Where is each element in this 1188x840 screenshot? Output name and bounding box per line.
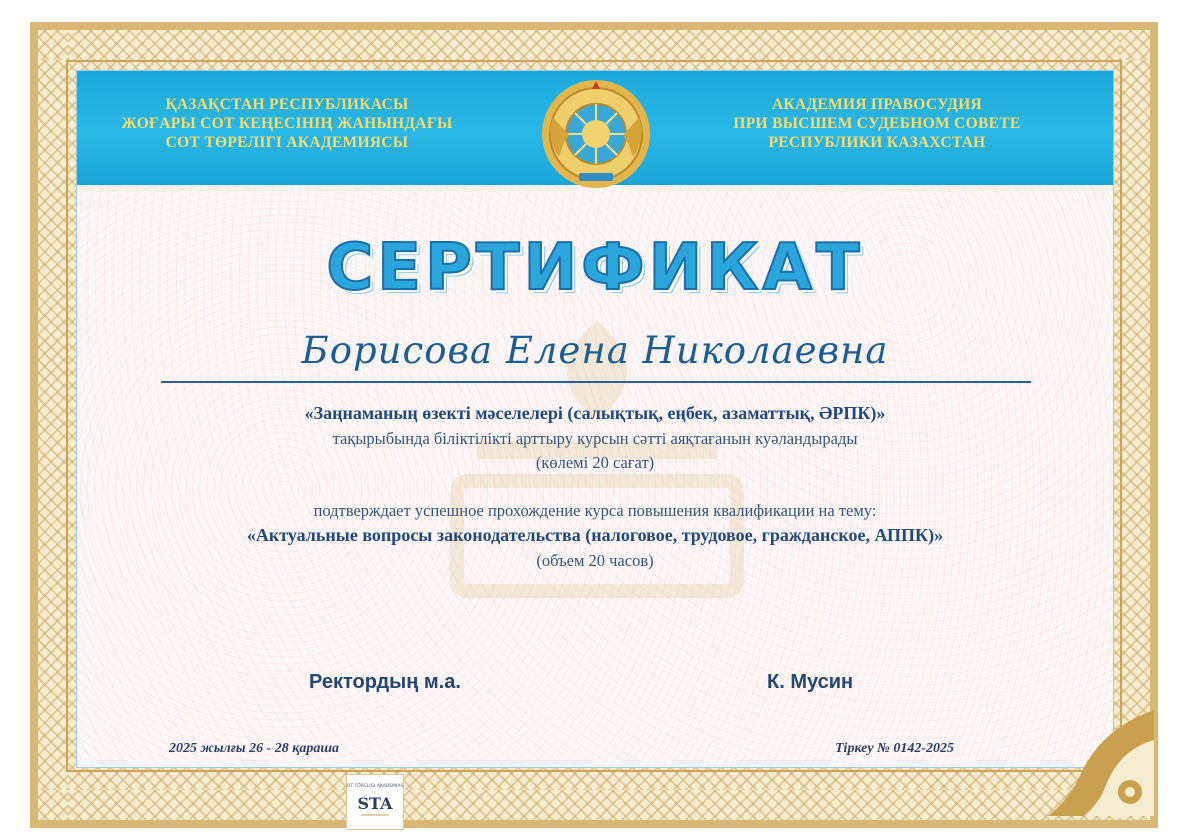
kazakh-course-topic: «Заңнаманың өзекті мәселелері (салықтық, еңбек, азаматтық, ӘРПК)»	[304, 403, 886, 423]
header-right-line-1: АКАДЕМИЯ ПРАВОСУДИЯ	[771, 96, 983, 113]
sta-logo-mark: STA	[357, 794, 393, 813]
signatory-name: К. Мусин	[767, 671, 854, 693]
header-left-line-1: ҚАЗАҚСТАН РЕСПУБЛИКАСЫ	[165, 96, 409, 113]
kazakh-statement: тақырыбында біліктілікті арттыру курсын сәтті аяқтағанын куәландырады	[332, 429, 858, 448]
sta-logo	[346, 774, 404, 830]
registration-number: Тіркеу № 0142-2025	[835, 741, 955, 756]
issue-date: 2025 жылғы 26 - 28 қараша	[169, 741, 340, 756]
state-emblem-icon	[539, 77, 653, 191]
certificate-title: СЕРТИФИКАТ	[326, 231, 864, 305]
sta-logo-icon	[347, 775, 403, 829]
header-left-line-2: ЖОҒАРЫ СОТ КЕҢЕСІНІҢ ЖАНЫНДАҒЫ	[121, 115, 453, 132]
certificate-paper	[76, 70, 1114, 768]
kazakh-volume: (көлемі 20 сағат)	[535, 453, 655, 472]
russian-course-topic: «Актуальные вопросы законодательства (налоговое, трудовое, гражданское, АППК)»	[246, 525, 944, 545]
name-underline	[161, 381, 1031, 383]
russian-volume: (объем 20 часов)	[536, 551, 654, 570]
signatory-role: Ректордың м.а.	[309, 671, 461, 693]
header-left-line-3: СОТ ТӨРЕЛІГІ АКАДЕМИЯСЫ	[165, 134, 409, 151]
sta-logo-caption: SOT TÖRELIGI AKADEMIASY	[347, 784, 403, 789]
recipient-name: Борисова Елена Николаевна	[301, 329, 889, 372]
header-right-line-2: ПРИ ВЫСШЕМ СУДЕБНОМ СОВЕТЕ	[733, 115, 1021, 132]
russian-statement: подтверждает успешное прохождение курса повышения квалификации на тему:	[313, 501, 877, 520]
header-left-kazakh	[97, 95, 477, 152]
header-right-line-3: РЕСПУБЛИКИ КАЗАХСТАН	[768, 134, 986, 151]
corner-ornament-icon	[1038, 700, 1154, 816]
header-right-russian	[687, 95, 1067, 152]
